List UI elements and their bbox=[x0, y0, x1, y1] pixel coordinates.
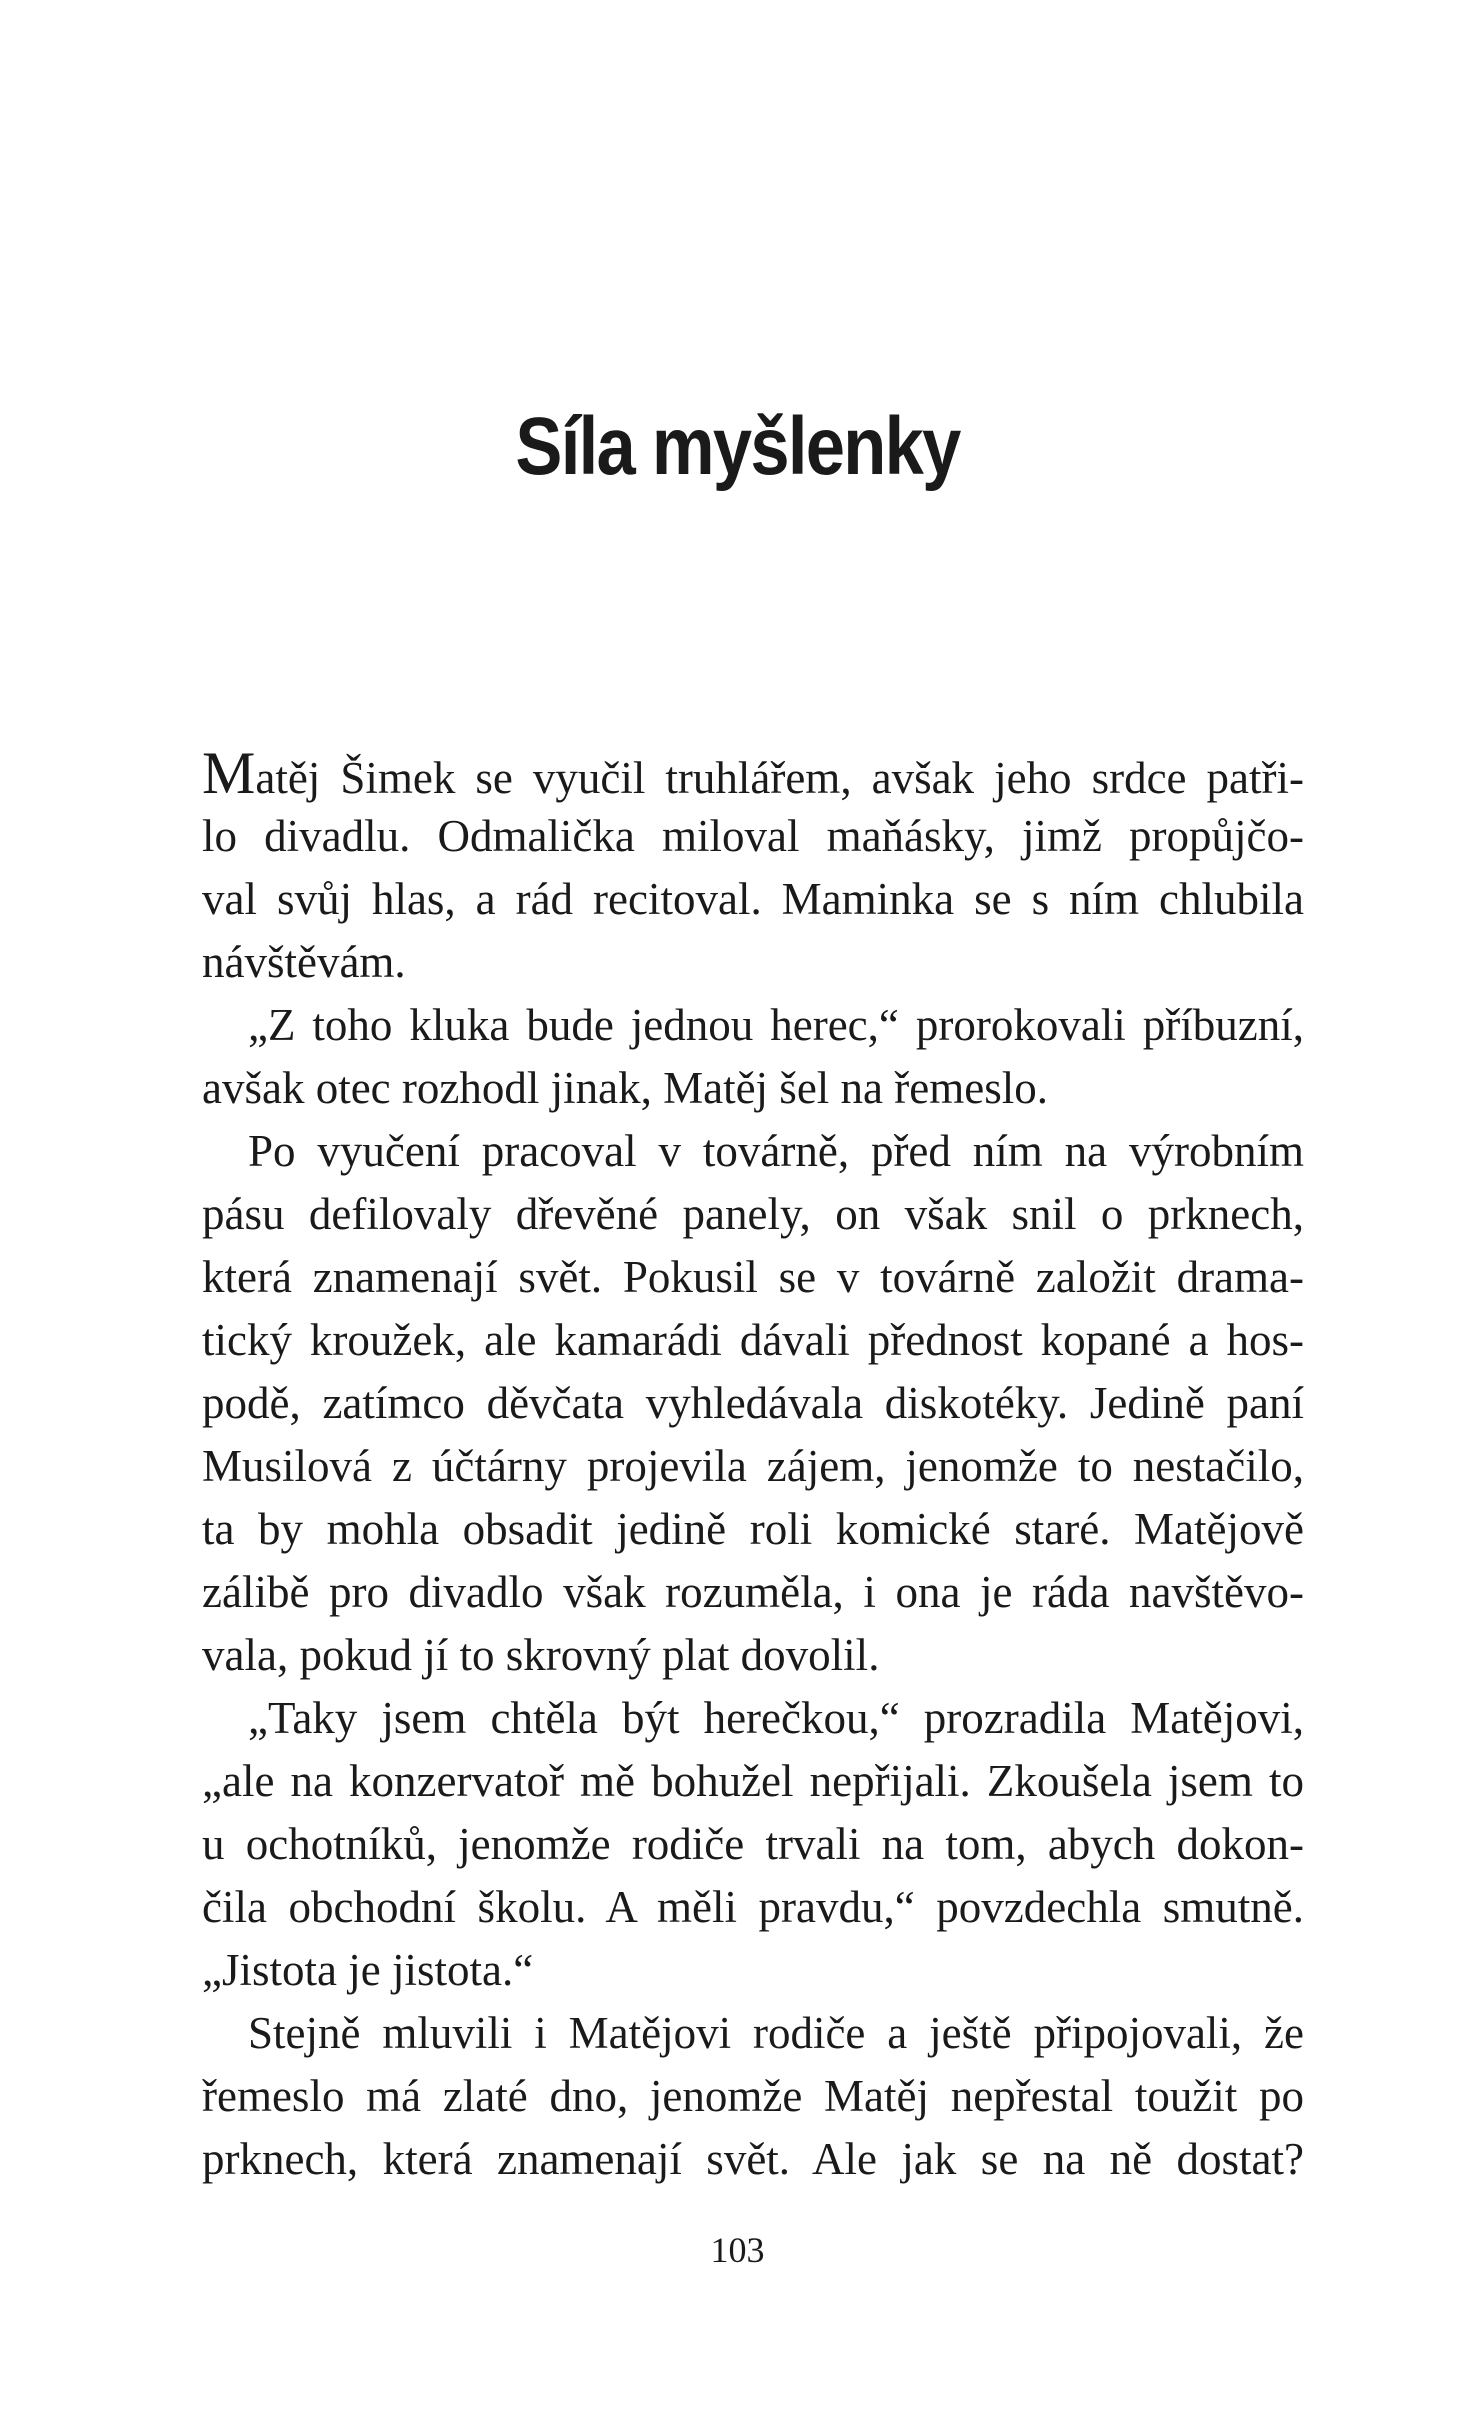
text-line-content: která znamenají svět. Pokusil se v továrně založit drama- bbox=[202, 1252, 1304, 1302]
text-line bbox=[202, 1372, 1304, 1435]
text-line bbox=[202, 2002, 1304, 2065]
text-line bbox=[202, 742, 1304, 805]
text-line bbox=[202, 1309, 1304, 1372]
text-line bbox=[202, 805, 1304, 868]
text-line bbox=[202, 1435, 1304, 1498]
text-line bbox=[202, 1561, 1304, 1624]
text-line bbox=[202, 1624, 1304, 1687]
text-line-content: „ale na konzervatoř mě bohužel nepřijali. Zkoušela jsem to bbox=[202, 1756, 1304, 1806]
text-line-content: atěj Šimek se vyučil truhlářem, avšak jeho srdce patři- bbox=[255, 753, 1304, 803]
text-line-content: avšak otec rozhodl jinak, Matěj šel na řemeslo. bbox=[202, 1063, 1048, 1113]
text-line-content: prknech, která znamenají svět. Ale jak se na ně dostat? bbox=[202, 2134, 1304, 2184]
text-line bbox=[202, 1750, 1304, 1813]
text-line-content: „Jistota je jistota.“ bbox=[202, 1945, 534, 1995]
text-line-content: Stejně mluvili i Matějovi rodiče a ještě připojovali, že bbox=[248, 2008, 1304, 2058]
text-line-content: návštěvám. bbox=[202, 937, 406, 987]
text-line-content: vala, pokud jí to skrovný plat dovolil. bbox=[202, 1630, 880, 1680]
body-text bbox=[202, 742, 1304, 2191]
text-line bbox=[202, 1120, 1304, 1183]
text-line bbox=[202, 2128, 1304, 2191]
page-number: 103 bbox=[710, 2230, 765, 2270]
text-line-content: „Taky jsem chtěla být herečkou,“ prozradila Matějovi, bbox=[248, 1693, 1304, 1743]
text-line-content: u ochotníků, jenomže rodiče trvali na tom, abych dokon- bbox=[202, 1819, 1304, 1869]
text-line-content: Po vyučení pracoval v továrně, před ním na výrobním bbox=[248, 1126, 1304, 1176]
text-line bbox=[202, 1876, 1304, 1939]
text-line bbox=[202, 931, 1304, 994]
text-line-content: tický kroužek, ale kamarádi dávali přednost kopané a hos- bbox=[202, 1315, 1304, 1365]
text-line bbox=[202, 1246, 1304, 1309]
text-line bbox=[202, 1057, 1304, 1120]
text-line bbox=[202, 1687, 1304, 1750]
text-line bbox=[202, 1498, 1304, 1561]
text-line-content: zálibě pro divadlo však rozuměla, i ona je ráda navštěvo- bbox=[202, 1567, 1304, 1617]
text-line-content: lo divadlu. Odmalička miloval maňásky, jimž propůjčo- bbox=[202, 811, 1304, 861]
text-line-content: podě, zatímco děvčata vyhledávala diskotéky. Jedině paní bbox=[202, 1378, 1304, 1428]
text-line-content: val svůj hlas, a rád recitoval. Maminka se s ním chlubila bbox=[202, 874, 1304, 924]
text-line-content: pásu defilovaly dřevěné panely, on však snil o prknech, bbox=[202, 1189, 1304, 1239]
text-line-content: čila obchodní školu. A měli pravdu,“ povzdechla smutně. bbox=[202, 1882, 1304, 1932]
initial-letter: M bbox=[202, 740, 256, 806]
text-line-content: řemeslo má zlaté dno, jenomže Matěj nepřestal toužit po bbox=[202, 2071, 1304, 2121]
text-line bbox=[202, 1183, 1304, 1246]
chapter-title: Síla myšlenky bbox=[515, 401, 960, 492]
text-line bbox=[202, 1813, 1304, 1876]
text-line bbox=[202, 2065, 1304, 2128]
text-line-content: Musilová z účtárny projevila zájem, jenomže to nestačilo, bbox=[202, 1441, 1304, 1491]
text-line bbox=[202, 994, 1304, 1057]
text-line-content: ta by mohla obsadit jedině roli komické staré. Matějově bbox=[202, 1504, 1304, 1554]
text-line-content: „Z toho kluka bude jednou herec,“ prorokovali příbuzní, bbox=[248, 1000, 1304, 1050]
text-line bbox=[202, 1939, 1304, 2002]
text-line bbox=[202, 868, 1304, 931]
